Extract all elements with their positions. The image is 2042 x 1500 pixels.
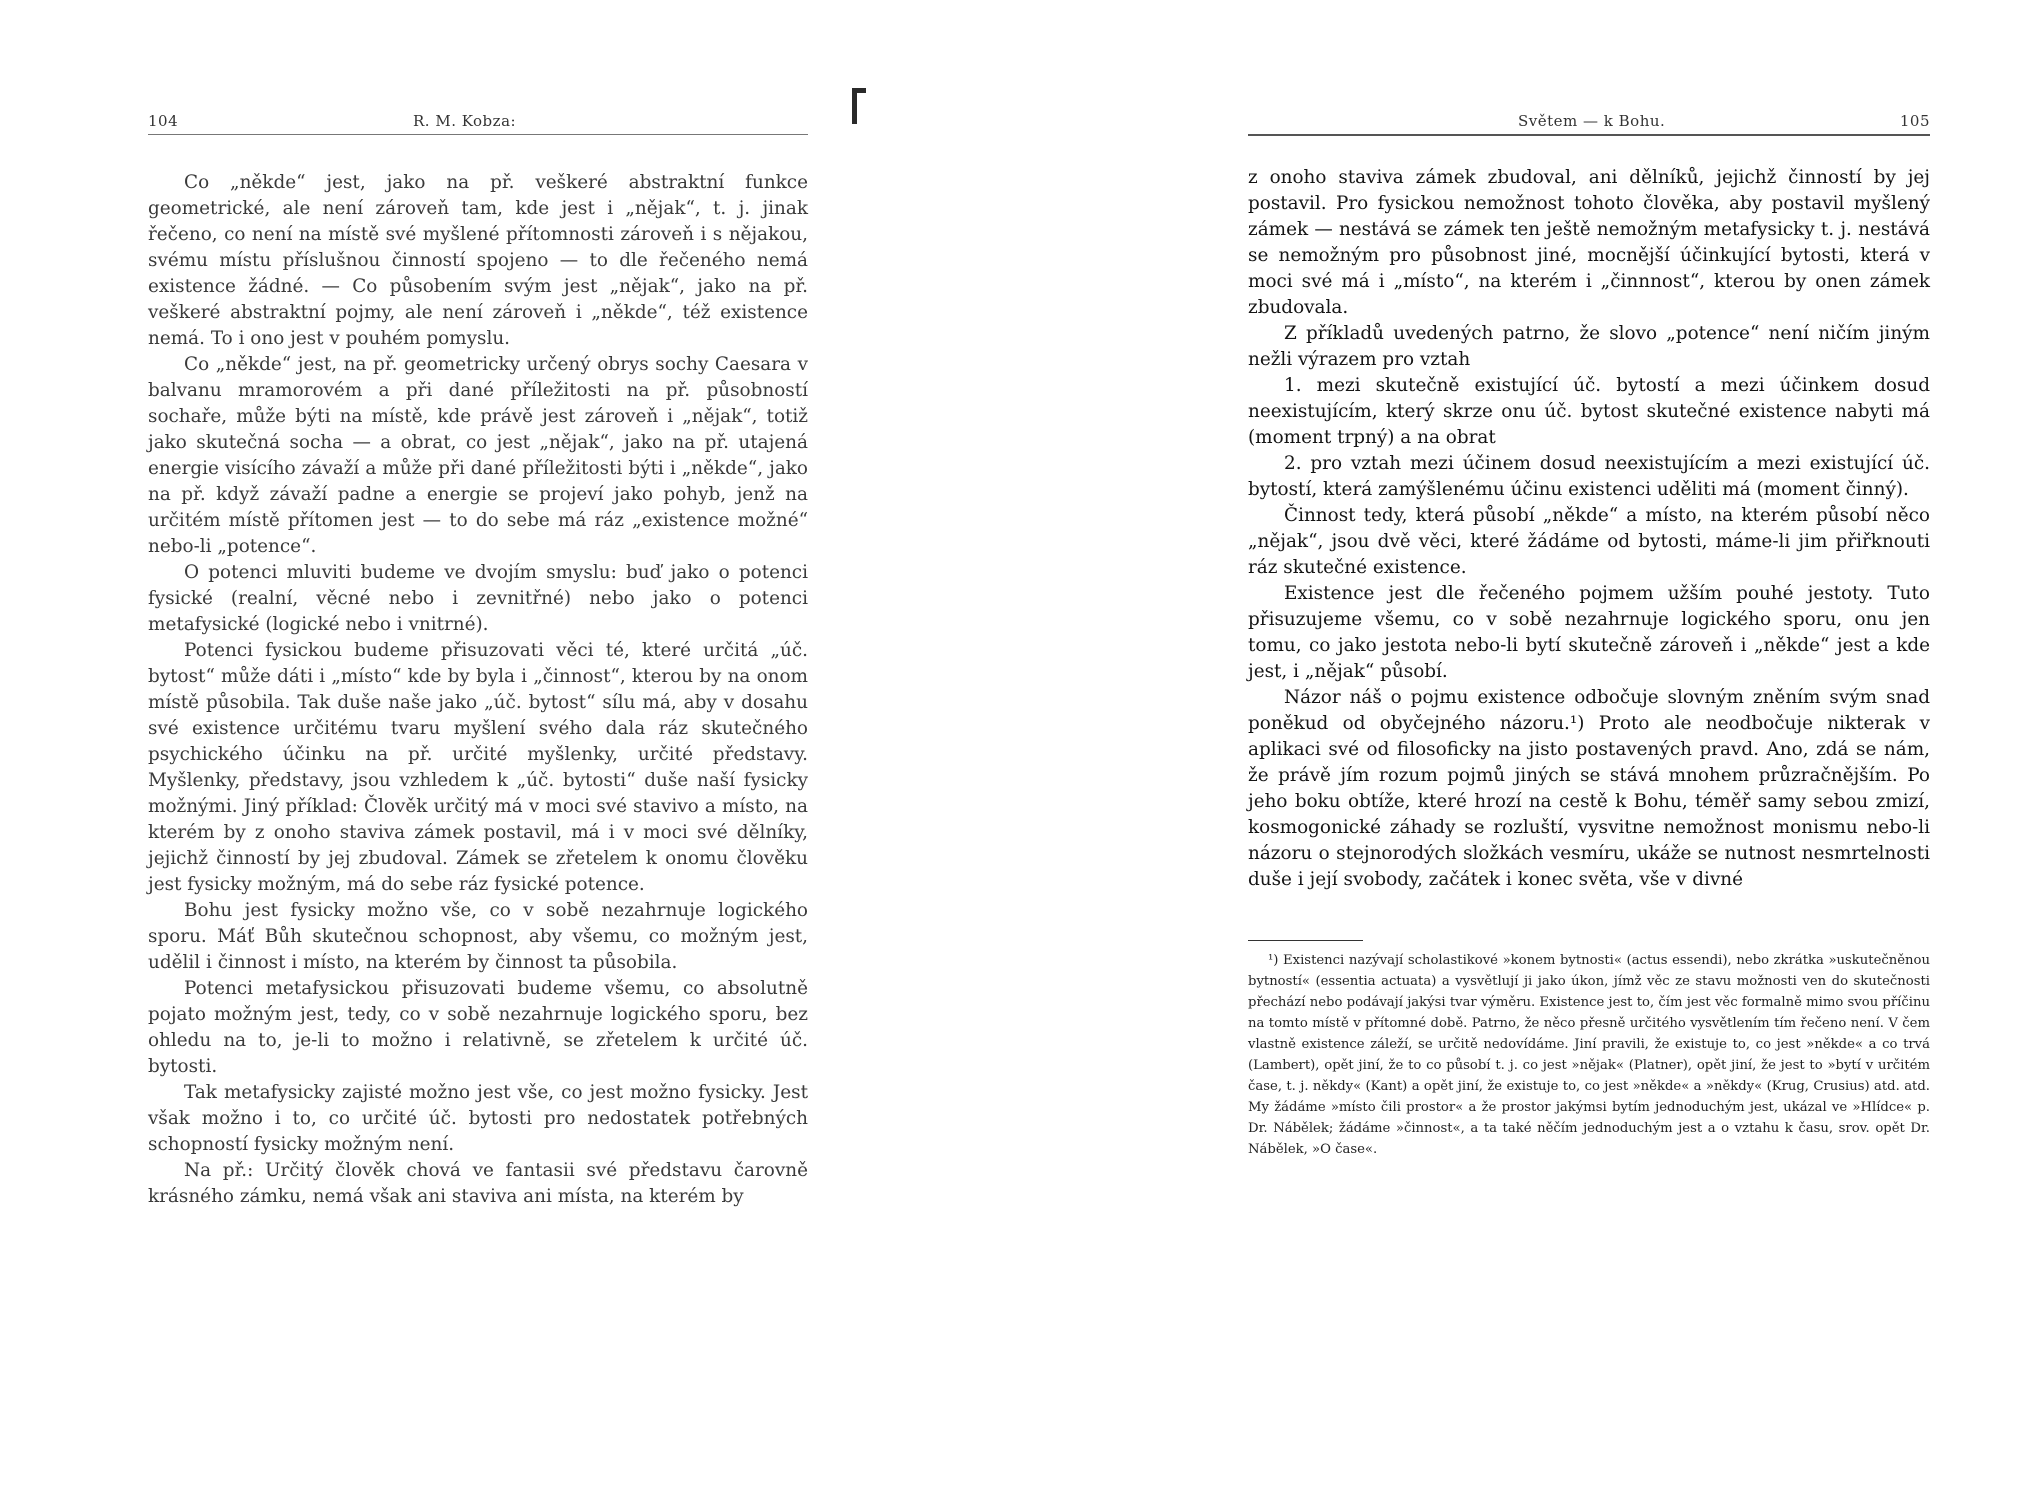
paragraph: Názor náš o pojmu existence odbočuje slovným zněním svým snad poněkud od obyčejného názoru.¹) Proto ale neodbočuje nikterak v aplikaci své od filosoficky na jisto postavených pravd. Ano, zdá se nám, že právě jím rozum pojmů jiných se stává mnohem průzračnějším. Po jeho boku obtíže, které hrozí na cestě k Bohu, téměř samy sebou zmizí, kosmogonické záhady se rozluští, vysvitne nemožnost monismu nebo-li názoru o stejnorodých složkách vesmíru, ukáže se nutnost nesmrtelnosti duše i její svobody, začátek i konec světa, vše v divné xyxy=(1248,687,1930,890)
footnote-rule xyxy=(1248,940,1363,941)
paragraph: Tak metafysicky zajisté možno jest vše, co jest možno fysicky. Jest však možno i to, co určité úč. bytosti pro nedostatek potřebných schopností fysicky možným není. xyxy=(148,1082,808,1155)
paragraph: Činnost tedy, která působí „někde“ a místo, na kterém působí něco „nějak“, jsou dvě věci, které žádáme od bytosti, máme-li jim přiřknouti ráz skutečné existence. xyxy=(1248,505,1930,578)
left-page-header xyxy=(148,112,808,135)
paragraph: O potenci mluviti budeme ve dvojím smyslu: buď jako o potenci fysické (realní, věcné nebo i zevnitřné) nebo jako o potenci metafysické (logické nebo i vnitrné). xyxy=(148,562,808,635)
gutter-corner-mark xyxy=(852,88,866,124)
paragraph: Existence jest dle řečeného pojmem užším pouhé jestoty. Tuto přisuzujeme všemu, co v sobě nezahrnuje logického sporu, onu jen tomu, co jako jestota nebo-li bytí skutečně zároveň i „někde“ jest a kde jest, i „nějak“ působí. xyxy=(1248,583,1930,682)
left-page-body xyxy=(148,170,808,1210)
paragraph: Z příkladů uvedených patrno, že slovo „potence“ není ničím jiným nežli výrazem pro vztah xyxy=(1248,323,1930,370)
paragraph: Bohu jest fysicky možno vše, co v sobě nezahrnuje logického sporu. Máť Bůh skutečnou schopnost, aby všemu, co možným jest, udělil i činnost i místo, na kterém by činnost ta působila. xyxy=(148,900,808,973)
footnote-text: ¹) Existenci nazývají scholastikové »konem bytnosti« (actus essendi), nebo zkrátka »uskutečněnou bytností« (essentia actuata) a vysvětlují ji jako úkon, jímž věc ze stavu možnosti ven do skutečnosti přechází nebo podávají jakýsi tvar výměru. Existence jest to, čím jest věc formalně mimo svou příčinu na tomto místě v přítomné době. Patrno, že něco přesně určitého vysvětlením tím řečeno není. V čem vlastně existence záleží, se určitě nedovídáme. Jiní pravili, že existuje to, co jest »někde« a co trvá (Lambert), opět jiní, že to co působí t. j. co jest »nějak« (Platner), opět jiní, že jest to »bytí v určitém čase, t. j. někdy« (Kant) a opět jiní, že existuje to, co jest »někde« a »někdy« (Krug, Crusius) atd. atd. My žádáme »místo čili prostor« a že prostor jakýmsi bytím jednoduchým jest, ukázal ve »Hlídce« p. Dr. Nábělek; žádáme »činnost«, a ta také něčím jednoduchým jest a o vztahu k času, srov. opět Dr. Nábělek, »O čase«. xyxy=(1248,953,1930,1157)
paragraph: Co „někde“ jest, jako na př. veškeré abstraktní funkce geometrické, ale není zároveň tam, kde jest i „nějak“, t. j. jinak řečeno, co není na místě své myšlené přítomnosti zároveň i s nějakou, svému místu příslušnou činností spojeno — to dle řečeného nemá existence žádné. — Co působením svým jest „nějak“, jako na př. veškeré abstraktní pojmy, ale není zároveň i „někde“, též existence nemá. To i ono jest v pouhém pomyslu. xyxy=(148,172,808,349)
right-page-body xyxy=(1248,165,1930,893)
paragraph: Potenci metafysickou přisuzovati budeme všemu, co absolutně pojato možným jest, tedy, co v sobě nezahrnuje logického sporu, bez ohledu na to, je-li to možno i relativně, se zřetelem k určité úč. bytosti. xyxy=(148,978,808,1077)
paragraph: Na př.: Určitý člověk chová ve fantasii své představu čarovně krásného zámku, nemá však ani staviva ani místa, na kterém by xyxy=(148,1160,808,1207)
left-page-number: 104 xyxy=(148,112,179,130)
left-running-head: R. M. Kobza: xyxy=(413,112,517,130)
right-page xyxy=(1021,0,2042,1500)
paragraph: 2. pro vztah mezi účinem dosud neexistujícím a mezi existující úč. bytostí, která zamýšlenému účinu existenci uděliti má (moment činný). xyxy=(1248,453,1930,500)
right-page-number: 105 xyxy=(1899,112,1930,130)
paragraph: 1. mezi skutečně existující úč. bytostí a mezi účinkem dosud neexistujícím, který skrze onu úč. bytost skutečné existence nabyti má (moment trpný) a na obrat xyxy=(1248,375,1930,448)
right-running-head: Světem — k Bohu. xyxy=(1518,112,1666,130)
paragraph: z onoho staviva zámek zbudoval, ani dělníků, jejichž činností by jej postavil. Pro fysickou nemožnost tohoto člověka, aby postavil myšlený zámek — nestává se zámek ten ještě nemožným metafysicky t. j. nestává se nemožným pro působnost jiné, mocnější účinkující bytosti, která v moci své má i „místo“, na kterém i „činnnost“, kterou by onen zámek zbudovala. xyxy=(1248,167,1930,318)
paragraph: Co „někde“ jest, na př. geometricky určený obrys sochy Caesara v balvanu mramorovém a při dané příležitosti na př. působností sochaře, může býti na místě, kde právě jest zároveň i „nějak“, totiž jako skutečná socha — a obrat, co jest „nějak“, jako na př. utajená energie visícího závaží a může při dané příležitosti býti i „někde“, jako na př. když závaží padne a energie se projeví jako pohyb, jenž na určitém místě přítomen jest — to do sebe má ráz „existence možné“ nebo-li „potence“. xyxy=(148,354,808,557)
right-page-header xyxy=(1248,112,1930,136)
footnote xyxy=(1248,950,1930,1160)
paragraph: Potenci fysickou budeme přisuzovati věci té, které určitá „úč. bytost“ může dáti i „místo“ kde by byla i „činnost“, kterou by na onom místě působila. Tak duše naše jako „úč. bytost“ sílu má, aby v dosahu své existence určitému tvaru myšlení svého dala ráz skutečného psychického účinku na př. určité myšlenky, určité představy. Myšlenky, představy, jsou vzhledem k „úč. bytosti“ duše naší fysicky možnými. Jiný příklad: Člověk určitý má v moci své stavivo a místo, na kterém by z onoho staviva zámek postavil, má i v moci své dělníky, jejichž činností by jej zbudoval. Zámek se zřetelem k onomu člověku jest fysicky možným, má do sebe ráz fysické potence. xyxy=(148,640,808,895)
